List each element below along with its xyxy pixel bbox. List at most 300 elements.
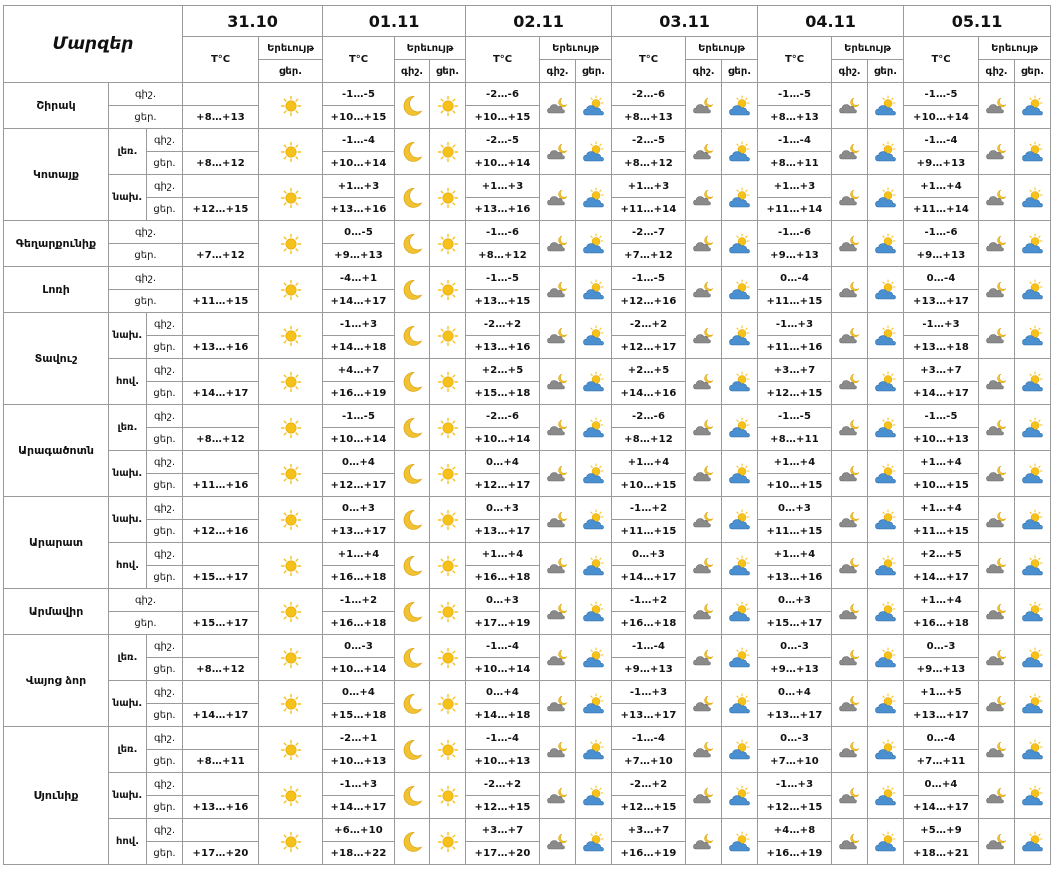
- cloud-moon-icon: [838, 279, 862, 301]
- weather-cell: [259, 175, 323, 221]
- table-row-night: [4, 635, 1051, 658]
- weather-cell: [540, 451, 576, 497]
- day-temp: +10…+15: [904, 474, 979, 497]
- cloud-moon-icon: [692, 141, 716, 163]
- night-label: գիշ.: [147, 405, 183, 428]
- weather-cell: [722, 129, 758, 175]
- weather-header: Երեւույթ: [395, 37, 466, 60]
- weather-header: Երեւույթ: [686, 37, 758, 60]
- day-temp: +16…+18: [323, 566, 395, 589]
- cloud-sun-icon: [728, 141, 752, 163]
- cloud-sun-icon: [582, 325, 606, 347]
- day-temp: +10…+14: [466, 152, 540, 175]
- weather-cell: [540, 175, 576, 221]
- night-temp: [183, 267, 259, 290]
- night-temp: +4…+7: [323, 359, 395, 382]
- night-temp: +2…+5: [466, 359, 540, 382]
- cloud-moon-icon: [838, 785, 862, 807]
- zone-label: հով.: [109, 359, 147, 405]
- date-header: 01.11: [323, 6, 466, 37]
- night-label: գիշ.: [147, 681, 183, 704]
- sun-icon: [436, 325, 460, 347]
- day-temp: +14…+17: [183, 704, 259, 727]
- day-temp: +14…+17: [323, 796, 395, 819]
- weather-cell: [540, 83, 576, 129]
- night-temp: +3…+7: [466, 819, 540, 842]
- night-temp: [183, 175, 259, 198]
- weather-cell: [540, 635, 576, 681]
- night-temp: [183, 405, 259, 428]
- weather-cell: [430, 589, 466, 635]
- weather-cell: [430, 543, 466, 589]
- cloud-moon-icon: [546, 785, 570, 807]
- cloud-sun-icon: [728, 785, 752, 807]
- date-header: 31.10: [183, 6, 323, 37]
- cloud-moon-icon: [692, 233, 716, 255]
- weather-cell: [832, 497, 868, 543]
- night-temp: +1…+3: [612, 175, 686, 198]
- weather-cell: [395, 129, 430, 175]
- cloud-moon-icon: [692, 279, 716, 301]
- cloud-moon-icon: [985, 509, 1009, 531]
- crescent-moon-icon: [400, 601, 424, 623]
- temp-header: T°C: [323, 37, 395, 83]
- day-temp: +10…+15: [612, 474, 686, 497]
- night-subheader: գիշ.: [979, 60, 1015, 83]
- night-temp: [183, 681, 259, 704]
- night-temp: -2…+2: [612, 313, 686, 336]
- night-temp: +1…+3: [758, 175, 832, 198]
- cloud-sun-icon: [582, 831, 606, 853]
- day-temp: +15…+18: [323, 704, 395, 727]
- day-temp: +8…+12: [612, 152, 686, 175]
- weather-cell: [395, 543, 430, 589]
- weather-cell: [979, 405, 1015, 451]
- day-temp: +13…+16: [466, 336, 540, 359]
- day-temp: +12…+16: [612, 290, 686, 313]
- cloud-sun-icon: [874, 647, 898, 669]
- cloud-sun-icon: [728, 325, 752, 347]
- night-temp: +3…+7: [904, 359, 979, 382]
- cloud-sun-icon: [728, 555, 752, 577]
- table-row-night: [4, 221, 1051, 244]
- cloud-sun-icon: [874, 95, 898, 117]
- day-temp: +16…+18: [323, 612, 395, 635]
- weather-cell: [576, 635, 612, 681]
- day-temp: +16…+19: [612, 842, 686, 865]
- region-name: Սյունիք: [4, 727, 109, 865]
- night-temp: [183, 451, 259, 474]
- night-temp: -2…-5: [466, 129, 540, 152]
- region-name: Լոռի: [4, 267, 109, 313]
- region-name: Վայոց ձոր: [4, 635, 109, 727]
- day-temp: +11…+14: [612, 198, 686, 221]
- day-temp: +11…+16: [183, 474, 259, 497]
- cloud-sun-icon: [874, 233, 898, 255]
- night-temp: 0…+3: [466, 497, 540, 520]
- table-row-night: [4, 819, 1051, 842]
- day-temp: +18…+21: [904, 842, 979, 865]
- cloud-sun-icon: [728, 371, 752, 393]
- day-temp: +11…+15: [904, 520, 979, 543]
- day-temp: +9…+13: [758, 658, 832, 681]
- weather-cell: [1015, 83, 1051, 129]
- weather-cell: [540, 313, 576, 359]
- sun-icon: [436, 417, 460, 439]
- table-title: Մարզեր: [4, 6, 183, 83]
- sun-icon: [279, 141, 303, 163]
- weather-cell: [686, 543, 722, 589]
- zone-label: հով.: [109, 543, 147, 589]
- weather-cell: [722, 359, 758, 405]
- day-temp: +15…+18: [466, 382, 540, 405]
- cloud-moon-icon: [985, 371, 1009, 393]
- weather-header: Երեւույթ: [540, 37, 612, 60]
- cloud-moon-icon: [985, 831, 1009, 853]
- night-temp: +6…+10: [323, 819, 395, 842]
- crescent-moon-icon: [400, 831, 424, 853]
- night-temp: 0…-4: [904, 267, 979, 290]
- day-temp: +11…+14: [758, 198, 832, 221]
- weather-cell: [259, 451, 323, 497]
- weather-cell: [395, 451, 430, 497]
- weather-cell: [395, 635, 430, 681]
- day-subheader: ցեր.: [868, 60, 904, 83]
- night-temp: [183, 221, 259, 244]
- weather-cell: [540, 727, 576, 773]
- sun-icon: [436, 785, 460, 807]
- day-temp: +9…+13: [904, 244, 979, 267]
- cloud-moon-icon: [985, 601, 1009, 623]
- weather-cell: [832, 773, 868, 819]
- day-subheader: ցեր.: [722, 60, 758, 83]
- cloud-moon-icon: [546, 509, 570, 531]
- cloud-moon-icon: [838, 141, 862, 163]
- day-temp: +10…+14: [323, 428, 395, 451]
- weather-cell: [868, 175, 904, 221]
- weather-cell: [868, 497, 904, 543]
- cloud-sun-icon: [582, 233, 606, 255]
- cloud-sun-icon: [874, 279, 898, 301]
- weather-cell: [686, 313, 722, 359]
- day-temp: +12…+16: [183, 520, 259, 543]
- day-temp: +10…+13: [466, 750, 540, 773]
- night-temp: +2…+5: [612, 359, 686, 382]
- cloud-moon-icon: [692, 601, 716, 623]
- cloud-moon-icon: [985, 233, 1009, 255]
- night-temp: -1…+3: [612, 681, 686, 704]
- weather-cell: [576, 819, 612, 865]
- weather-cell: [722, 405, 758, 451]
- zone-label: նախ.: [109, 175, 147, 221]
- day-temp: +8…+12: [183, 658, 259, 681]
- weather-cell: [832, 313, 868, 359]
- crescent-moon-icon: [400, 739, 424, 761]
- day-temp: +12…+15: [466, 796, 540, 819]
- night-temp: 0…+4: [323, 681, 395, 704]
- cloud-sun-icon: [582, 785, 606, 807]
- weather-cell: [832, 727, 868, 773]
- weather-cell: [686, 497, 722, 543]
- day-temp: +16…+18: [904, 612, 979, 635]
- weather-cell: [722, 221, 758, 267]
- cloud-sun-icon: [874, 831, 898, 853]
- weather-cell: [576, 681, 612, 727]
- weather-cell: [979, 727, 1015, 773]
- day-temp: +9…+13: [904, 658, 979, 681]
- weather-cell: [832, 543, 868, 589]
- weather-cell: [722, 681, 758, 727]
- weather-cell: [259, 589, 323, 635]
- night-temp: +1…+4: [612, 451, 686, 474]
- day-label: ցեր.: [109, 612, 183, 635]
- sun-icon: [279, 279, 303, 301]
- day-temp: +17…+20: [183, 842, 259, 865]
- cloud-moon-icon: [838, 325, 862, 347]
- cloud-sun-icon: [728, 187, 752, 209]
- night-label: գիշ.: [147, 543, 183, 566]
- weather-cell: [395, 175, 430, 221]
- weather-cell: [430, 267, 466, 313]
- cloud-moon-icon: [985, 279, 1009, 301]
- cloud-moon-icon: [546, 555, 570, 577]
- day-temp: +13…+17: [466, 520, 540, 543]
- day-temp: +8…+12: [612, 428, 686, 451]
- night-temp: +4…+8: [758, 819, 832, 842]
- cloud-moon-icon: [985, 647, 1009, 669]
- weather-cell: [259, 773, 323, 819]
- weather-cell: [868, 83, 904, 129]
- zone-label: լեռ.: [109, 129, 147, 175]
- day-temp: +10…+13: [323, 750, 395, 773]
- day-temp: +11…+15: [183, 290, 259, 313]
- day-temp: +13…+16: [183, 796, 259, 819]
- weather-cell: [832, 451, 868, 497]
- day-temp: +16…+19: [323, 382, 395, 405]
- forecast-table: [3, 5, 1051, 865]
- weather-cell: [395, 405, 430, 451]
- night-temp: -2…-6: [466, 83, 540, 106]
- weather-cell: [722, 819, 758, 865]
- weather-cell: [1015, 497, 1051, 543]
- day-temp: +14…+17: [904, 382, 979, 405]
- weather-cell: [576, 451, 612, 497]
- cloud-sun-icon: [874, 555, 898, 577]
- night-temp: -1…+3: [323, 773, 395, 796]
- day-temp: +12…+15: [758, 796, 832, 819]
- weather-cell: [686, 773, 722, 819]
- day-temp: +8…+12: [183, 152, 259, 175]
- date-header: 03.11: [612, 6, 758, 37]
- weather-cell: [979, 589, 1015, 635]
- weather-cell: [395, 83, 430, 129]
- cloud-moon-icon: [985, 555, 1009, 577]
- night-temp: -2…-7: [612, 221, 686, 244]
- night-temp: -1…-4: [904, 129, 979, 152]
- day-temp: +8…+13: [758, 106, 832, 129]
- weather-cell: [1015, 635, 1051, 681]
- cloud-moon-icon: [985, 141, 1009, 163]
- cloud-moon-icon: [546, 233, 570, 255]
- table-row-night: [4, 451, 1051, 474]
- weather-cell: [979, 819, 1015, 865]
- day-label: ցեր.: [109, 106, 183, 129]
- night-temp: +3…+7: [612, 819, 686, 842]
- day-temp: +16…+19: [758, 842, 832, 865]
- night-temp: +1…+3: [323, 175, 395, 198]
- night-temp: -4…+1: [323, 267, 395, 290]
- weather-cell: [868, 129, 904, 175]
- night-temp: -1…-4: [466, 727, 540, 750]
- day-temp: +11…+16: [758, 336, 832, 359]
- day-temp: +7…+12: [612, 244, 686, 267]
- day-temp: +12…+15: [758, 382, 832, 405]
- sun-icon: [436, 371, 460, 393]
- weather-cell: [1015, 175, 1051, 221]
- sun-icon: [279, 371, 303, 393]
- crescent-moon-icon: [400, 417, 424, 439]
- weather-cell: [430, 313, 466, 359]
- weather-cell: [259, 83, 323, 129]
- night-label: գիշ.: [147, 175, 183, 198]
- cloud-moon-icon: [838, 509, 862, 531]
- weather-cell: [1015, 543, 1051, 589]
- weather-cell: [832, 589, 868, 635]
- day-label: ցեր.: [147, 336, 183, 359]
- weather-cell: [979, 635, 1015, 681]
- night-temp: -1…-5: [612, 267, 686, 290]
- table-row-night: [4, 773, 1051, 796]
- cloud-moon-icon: [692, 95, 716, 117]
- table-row-night: [4, 267, 1051, 290]
- weather-cell: [979, 175, 1015, 221]
- day-temp: +11…+15: [612, 520, 686, 543]
- night-temp: 0…+4: [466, 451, 540, 474]
- weather-cell: [540, 267, 576, 313]
- day-temp: +7…+11: [904, 750, 979, 773]
- weather-cell: [576, 313, 612, 359]
- crescent-moon-icon: [400, 141, 424, 163]
- weather-cell: [868, 267, 904, 313]
- crescent-moon-icon: [400, 509, 424, 531]
- day-temp: +11…+15: [758, 520, 832, 543]
- day-temp: +16…+18: [612, 612, 686, 635]
- day-temp: +13…+18: [904, 336, 979, 359]
- weather-cell: [540, 681, 576, 727]
- cloud-sun-icon: [874, 463, 898, 485]
- cloud-sun-icon: [874, 509, 898, 531]
- weather-cell: [576, 497, 612, 543]
- day-label: ցեր.: [147, 474, 183, 497]
- cloud-moon-icon: [838, 417, 862, 439]
- weather-cell: [576, 773, 612, 819]
- weather-cell: [832, 129, 868, 175]
- day-temp: +14…+17: [183, 382, 259, 405]
- sun-icon: [279, 417, 303, 439]
- weather-cell: [722, 175, 758, 221]
- night-label: գիշ.: [109, 267, 183, 290]
- day-temp: +9…+13: [612, 658, 686, 681]
- weather-cell: [832, 405, 868, 451]
- cloud-sun-icon: [874, 601, 898, 623]
- cloud-moon-icon: [546, 831, 570, 853]
- day-temp: +17…+19: [466, 612, 540, 635]
- cloud-sun-icon: [728, 233, 752, 255]
- weather-cell: [686, 175, 722, 221]
- weather-cell: [430, 773, 466, 819]
- sun-icon: [436, 555, 460, 577]
- night-temp: +1…+4: [466, 543, 540, 566]
- zone-label: լեռ.: [109, 405, 147, 451]
- day-temp: +8…+11: [758, 428, 832, 451]
- day-temp: +15…+17: [183, 612, 259, 635]
- weather-header: Երեւույթ: [832, 37, 904, 60]
- weather-cell: [1015, 727, 1051, 773]
- night-temp: 0…+4: [466, 681, 540, 704]
- cloud-moon-icon: [692, 693, 716, 715]
- sun-icon: [436, 509, 460, 531]
- night-temp: +3…+7: [758, 359, 832, 382]
- day-label: ցեր.: [147, 704, 183, 727]
- weather-cell: [832, 635, 868, 681]
- night-temp: +1…+4: [904, 175, 979, 198]
- weather-cell: [395, 773, 430, 819]
- day-temp: +13…+16: [323, 198, 395, 221]
- weather-cell: [979, 221, 1015, 267]
- day-temp: +11…+15: [758, 290, 832, 313]
- sun-icon: [279, 647, 303, 669]
- weather-cell: [540, 221, 576, 267]
- night-temp: -1…+2: [612, 589, 686, 612]
- day-temp: +10…+14: [323, 152, 395, 175]
- header-row-dates: [4, 6, 1051, 37]
- night-temp: 0…-5: [323, 221, 395, 244]
- day-temp: +8…+11: [183, 750, 259, 773]
- night-temp: +1…+4: [758, 451, 832, 474]
- weather-cell: [540, 543, 576, 589]
- sun-icon: [436, 95, 460, 117]
- day-temp: +14…+18: [323, 336, 395, 359]
- sun-icon: [436, 739, 460, 761]
- cloud-sun-icon: [728, 95, 752, 117]
- night-temp: -2…+2: [612, 773, 686, 796]
- cloud-sun-icon: [582, 95, 606, 117]
- sun-icon: [279, 233, 303, 255]
- cloud-sun-icon: [1021, 601, 1045, 623]
- cloud-moon-icon: [838, 463, 862, 485]
- cloud-moon-icon: [838, 739, 862, 761]
- day-temp: +7…+12: [183, 244, 259, 267]
- day-subheader: ցեր.: [430, 60, 466, 83]
- weather-cell: [430, 359, 466, 405]
- night-temp: -1…+3: [758, 313, 832, 336]
- weather-cell: [1015, 819, 1051, 865]
- weather-cell: [832, 359, 868, 405]
- cloud-moon-icon: [546, 739, 570, 761]
- night-temp: -1…-5: [904, 83, 979, 106]
- weather-cell: [686, 129, 722, 175]
- zone-label: նախ.: [109, 313, 147, 359]
- night-temp: -1…-4: [466, 635, 540, 658]
- weather-cell: [979, 497, 1015, 543]
- cloud-sun-icon: [874, 417, 898, 439]
- cloud-sun-icon: [1021, 371, 1045, 393]
- sun-icon: [279, 739, 303, 761]
- night-subheader: գիշ.: [686, 60, 722, 83]
- weather-cell: [686, 635, 722, 681]
- weather-cell: [259, 543, 323, 589]
- day-temp: +12…+17: [466, 474, 540, 497]
